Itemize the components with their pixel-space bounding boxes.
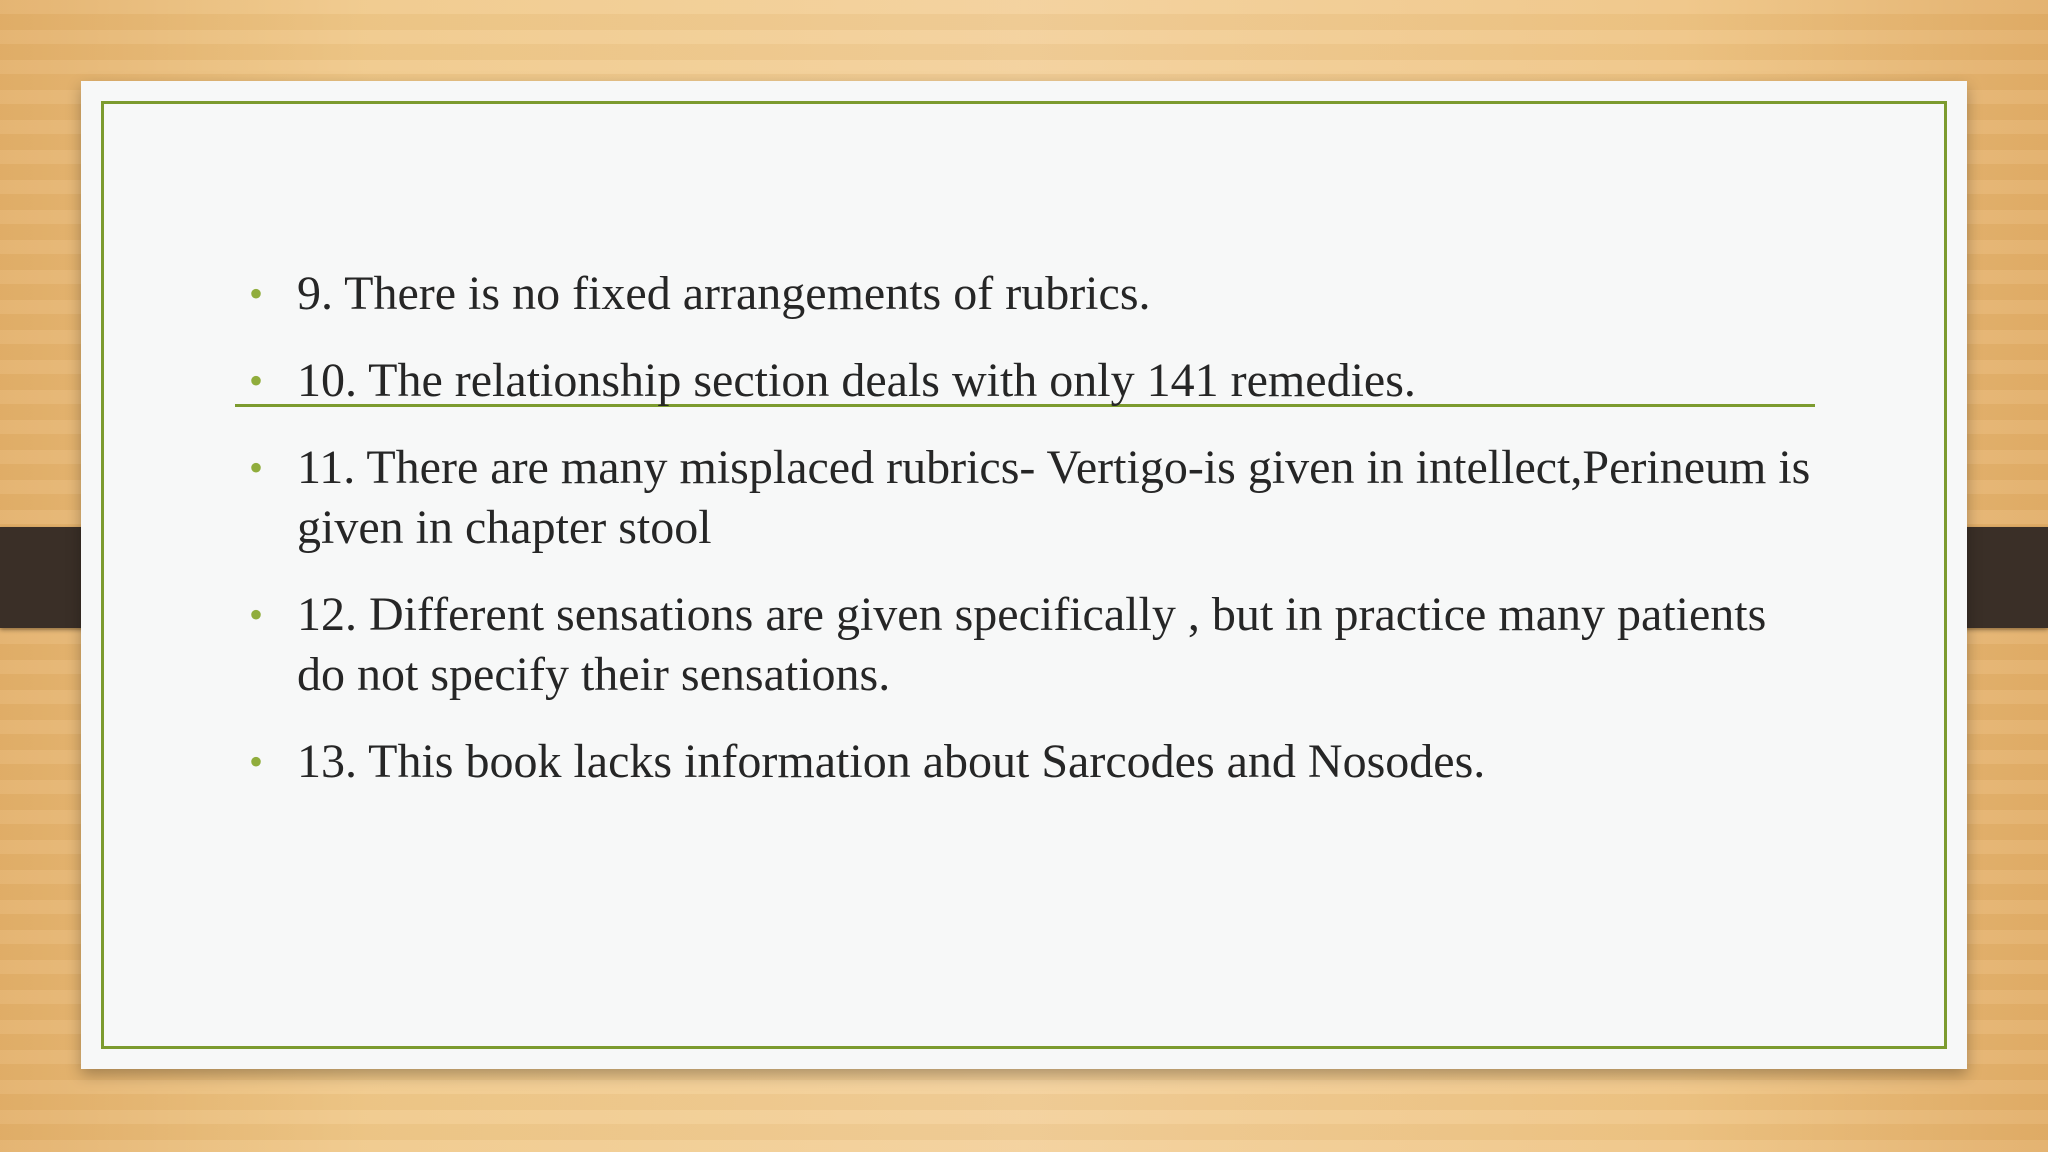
bullet-text: 11. There are many misplaced rubrics- Vertigo-is given in intellect,Perineum is given in chapter stool: [297, 441, 1811, 554]
bullet-dot-icon: •: [249, 739, 264, 784]
bullet-dot-icon: •: [249, 445, 264, 490]
bullet-dot-icon: •: [249, 271, 264, 316]
bullet-item-11: [249, 438, 1819, 558]
bullet-text: 10. The relationship section deals with only 141 remedies.: [297, 354, 1416, 407]
bullet-list: [249, 264, 1819, 819]
bullet-text: 12. Different sensations are given specifically , but in practice many patients do not specify their sensations.: [297, 588, 1767, 701]
bullet-item-12: [249, 585, 1819, 705]
bullet-item-10: [249, 351, 1819, 411]
bullet-text: 13. This book lacks information about Sarcodes and Nosodes.: [297, 735, 1486, 788]
bullet-dot-icon: •: [249, 358, 264, 403]
slide-card: [81, 81, 1967, 1069]
bullet-text: 9. There is no fixed arrangements of rubrics.: [297, 267, 1151, 320]
bullet-dot-icon: •: [249, 592, 264, 637]
bullet-item-13: [249, 732, 1819, 792]
bullet-item-9: [249, 264, 1819, 324]
